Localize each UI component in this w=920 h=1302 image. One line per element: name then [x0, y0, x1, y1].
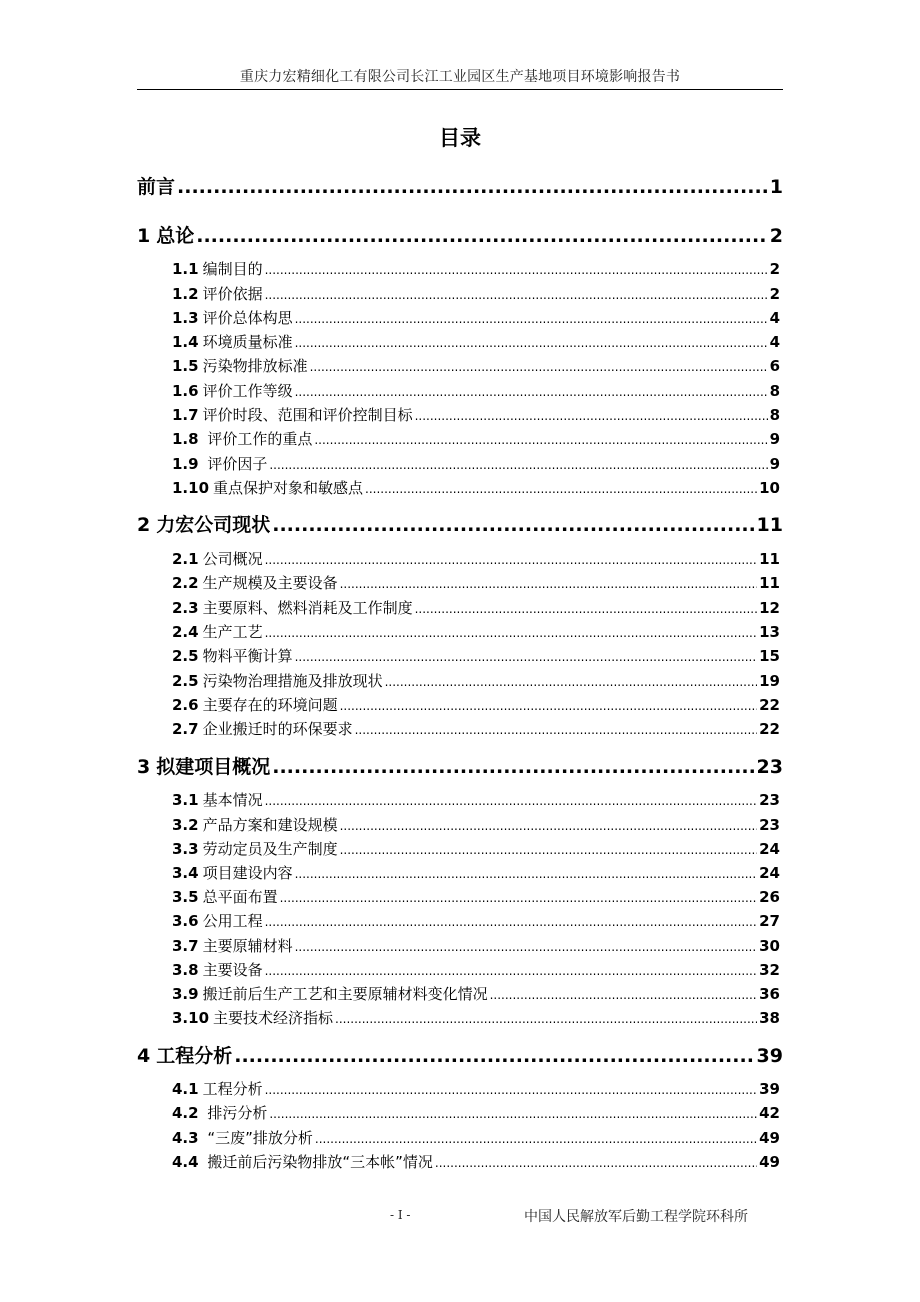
- toc-entry-label: 排污分析: [202, 1104, 268, 1122]
- header-rule: [137, 89, 783, 90]
- toc-entry-page: 42: [759, 1104, 780, 1122]
- toc-entry-page: 11: [759, 574, 780, 592]
- toc-entry-page: 24: [759, 840, 780, 858]
- toc-leader-dots: [269, 458, 767, 472]
- toc-entry-number: 1.2: [172, 285, 199, 303]
- toc-entry-label: 评价总体构思: [202, 309, 293, 327]
- toc-entry-number: 3.3: [172, 840, 199, 858]
- toc-leader-dots: [490, 988, 758, 1002]
- toc-entry-page: 39: [759, 1080, 780, 1098]
- toc-entry-page: 11: [756, 514, 783, 536]
- toc-entry-number: 3: [137, 756, 151, 778]
- toc-entry-label: 物料平衡计算: [202, 647, 293, 665]
- toc-entry-page: 32: [759, 961, 780, 979]
- toc-leader-dots: [435, 1156, 757, 1170]
- toc-section-entry[interactable]: [172, 307, 780, 327]
- toc-entry-page: 49: [759, 1153, 780, 1171]
- toc-chapter-entry[interactable]: [137, 221, 783, 247]
- footer-page-number: - I -: [390, 1208, 411, 1222]
- toc-leader-dots: [340, 819, 758, 833]
- toc-entry-label: 污染物排放标准: [202, 357, 308, 375]
- toc-entry-number: 3.1: [172, 791, 199, 809]
- toc-entry-number: 3.8: [172, 961, 199, 979]
- toc-leader-dots: [265, 626, 758, 640]
- toc-entry-page: 8: [769, 406, 780, 424]
- toc-entry-page: 11: [759, 550, 780, 568]
- toc-leader-dots: [295, 940, 758, 954]
- toc-chapter-entry[interactable]: [137, 510, 783, 536]
- toc-entry-number: 4.1: [172, 1080, 199, 1098]
- toc-entry-label: 公用工程: [202, 912, 263, 930]
- toc-leader-dots: [340, 699, 758, 713]
- toc-entry-page: 27: [759, 912, 780, 930]
- toc-entry-label: 主要原辅材料: [202, 937, 293, 955]
- toc-leader-dots: [365, 482, 757, 496]
- toc-entry-label: 评价工作的重点: [202, 430, 313, 448]
- toc-entry-page: 24: [759, 864, 780, 882]
- toc-leader-dots: [269, 1107, 757, 1121]
- toc-entry-label: 力宏公司现状: [156, 514, 271, 536]
- toc-entry-label: 评价依据: [202, 285, 263, 303]
- toc-entry-number: 2.2: [172, 574, 199, 592]
- toc-entry-number: 3.5: [172, 888, 199, 906]
- toc-section-entry[interactable]: [172, 959, 780, 979]
- toc-section-entry[interactable]: [172, 694, 780, 714]
- toc-entry-number: 3.4: [172, 864, 199, 882]
- toc-leader-dots: [234, 1045, 754, 1067]
- toc-leader-dots: [177, 176, 768, 198]
- toc-leader-dots: [415, 409, 768, 423]
- toc-entry-page: 23: [756, 756, 783, 778]
- toc-entry-page: 22: [759, 720, 780, 738]
- toc-entry-number: 1.4: [172, 333, 199, 351]
- toc-section-entry[interactable]: [172, 355, 780, 375]
- toc-section-entry[interactable]: [172, 1007, 780, 1027]
- toc-entry-label: 评价因子: [202, 455, 268, 473]
- toc-leader-dots: [196, 225, 768, 247]
- toc-section-entry[interactable]: [172, 1127, 780, 1147]
- toc-section-entry[interactable]: [172, 380, 780, 400]
- toc-entry-number: 3.10: [172, 1009, 210, 1027]
- toc-section-entry[interactable]: [172, 428, 780, 448]
- toc-entry-page: 9: [769, 455, 780, 473]
- toc-section-entry[interactable]: [172, 621, 780, 641]
- toc-section-entry[interactable]: [172, 258, 780, 278]
- toc-leader-dots: [314, 433, 767, 447]
- toc-section-entry[interactable]: [172, 1102, 780, 1122]
- toc-section-entry[interactable]: [172, 670, 780, 690]
- toc-entry-page: 12: [759, 599, 780, 617]
- toc-section-entry[interactable]: [172, 814, 780, 834]
- toc-section-entry[interactable]: [172, 404, 780, 424]
- toc-section-entry[interactable]: [172, 718, 780, 738]
- toc-section-entry[interactable]: [172, 838, 780, 858]
- toc-entry-number: 1.5: [172, 357, 199, 375]
- toc-entry-label: 工程分析: [202, 1080, 263, 1098]
- toc-section-entry[interactable]: [172, 283, 780, 303]
- toc-entry-page: 4: [769, 309, 780, 327]
- toc-entry-number: 1.9: [172, 455, 199, 473]
- toc-entry-page: 2: [769, 260, 780, 278]
- toc-leader-dots: [295, 312, 768, 326]
- toc-entry-label: 生产工艺: [202, 623, 263, 641]
- toc-entry-page: 36: [759, 985, 780, 1003]
- toc-leader-dots: [295, 650, 758, 664]
- toc-entry-page: 13: [759, 623, 780, 641]
- toc-leader-dots: [265, 964, 758, 978]
- toc-entry-page: 30: [759, 937, 780, 955]
- toc-entry-page: 15: [759, 647, 780, 665]
- toc-leader-dots: [265, 288, 768, 302]
- toc-entry-label: 基本情况: [202, 791, 263, 809]
- toc-section-entry[interactable]: [172, 910, 780, 930]
- toc-leader-dots: [295, 385, 768, 399]
- toc-leader-dots: [385, 675, 758, 689]
- toc-entry-page: 26: [759, 888, 780, 906]
- toc-leader-dots: [280, 891, 758, 905]
- toc-leader-dots: [272, 514, 754, 536]
- toc-entry-number: 2.5: [172, 672, 199, 690]
- toc-entry-page: 23: [759, 816, 780, 834]
- toc-entry-number: 4.4: [172, 1153, 199, 1171]
- toc-entry-label: 主要存在的环境问题: [202, 696, 338, 714]
- toc-section-entry[interactable]: [172, 1078, 780, 1098]
- toc-entry-label: 生产规模及主要设备: [202, 574, 338, 592]
- toc-entry-page: 38: [759, 1009, 780, 1027]
- toc-section-entry[interactable]: [172, 983, 780, 1003]
- toc-entry-number: 1.3: [172, 309, 199, 327]
- toc-leader-dots: [355, 723, 758, 737]
- toc-section-entry[interactable]: [172, 1151, 780, 1171]
- toc-leader-dots: [272, 756, 754, 778]
- toc-entry-page: 2: [769, 285, 780, 303]
- toc-entry-label: 前言: [137, 176, 176, 198]
- toc-entry-number: 3.7: [172, 937, 199, 955]
- toc-entry-page: 1: [769, 176, 783, 198]
- page-header: 重庆力宏精细化工有限公司长江工业园区生产基地项目环境影响报告书: [239, 69, 681, 85]
- toc-entry-label: 劳动定员及生产制度: [202, 840, 338, 858]
- toc-section-entry[interactable]: [172, 645, 780, 665]
- toc-entry-label: 工程分析: [156, 1045, 233, 1067]
- toc-entry-label: 评价时段、范围和评价控制目标: [202, 406, 413, 424]
- toc-entry-number: 3.2: [172, 816, 199, 834]
- toc-entry-label: 企业搬迁时的环保要求: [202, 720, 353, 738]
- toc-entry-page: 49: [759, 1129, 780, 1147]
- toc-entry-label: 主要技术经济指标: [213, 1009, 334, 1027]
- toc-chapter-entry[interactable]: [137, 1041, 783, 1067]
- toc-entry-number: 2.5: [172, 647, 199, 665]
- toc-entry-page: 9: [769, 430, 780, 448]
- toc-entry-page: 22: [759, 696, 780, 714]
- toc-leader-dots: [335, 1012, 757, 1026]
- toc-section-entry[interactable]: [172, 548, 780, 568]
- toc-section-entry[interactable]: [172, 862, 780, 882]
- toc-entry-number: 2: [137, 514, 151, 536]
- toc-leader-dots: [295, 336, 768, 350]
- toc-entry-number: 2.3: [172, 599, 199, 617]
- toc-entry-label: 总论: [156, 225, 195, 247]
- toc-entry-number: 2.1: [172, 550, 199, 568]
- toc-entry-label: 搬迁前后生产工艺和主要原辅材料变化情况: [202, 985, 488, 1003]
- toc-entry-number: 4.3: [172, 1129, 199, 1147]
- toc-entry-number: 2.7: [172, 720, 199, 738]
- toc-leader-dots: [265, 553, 758, 567]
- toc-entry-label: 拟建项目概况: [156, 756, 271, 778]
- toc-entry-label: 总平面布置: [202, 888, 278, 906]
- toc-entry-number: 1.6: [172, 382, 199, 400]
- toc-entry-page: 10: [759, 479, 780, 497]
- toc-leader-dots: [295, 867, 758, 881]
- toc-chapter-entry[interactable]: [137, 752, 783, 778]
- toc-entry-page: 23: [759, 791, 780, 809]
- toc-entry-page: 19: [759, 672, 780, 690]
- toc-leader-dots: [340, 577, 758, 591]
- toc-section-entry[interactable]: [172, 886, 780, 906]
- toc-entry-number: 3.6: [172, 912, 199, 930]
- toc-entry-page: 8: [769, 382, 780, 400]
- toc-entry-number: 1.7: [172, 406, 199, 424]
- toc-entry-label: 主要设备: [202, 961, 263, 979]
- footer-organization: 中国人民解放军后勤工程学院环科所: [524, 1209, 748, 1225]
- toc-section-entry[interactable]: [172, 597, 780, 617]
- toc-section-entry[interactable]: [172, 477, 780, 497]
- toc-leader-dots: [310, 360, 768, 374]
- toc-entry-label: 污染物治理措施及排放现状: [202, 672, 383, 690]
- toc-entry-label: 主要原料、燃料消耗及工作制度: [202, 599, 413, 617]
- toc-entry-number: 3.9: [172, 985, 199, 1003]
- toc-chapter-entry[interactable]: [137, 172, 783, 198]
- toc-section-entry[interactable]: [172, 789, 780, 809]
- toc-entry-label: 评价工作等级: [202, 382, 293, 400]
- toc-leader-dots: [265, 263, 768, 277]
- toc-entry-number: 1.10: [172, 479, 210, 497]
- toc-leader-dots: [265, 794, 758, 808]
- toc-entry-number: 2.6: [172, 696, 199, 714]
- toc-entry-label: 产品方案和建设规模: [202, 816, 338, 834]
- toc-section-entry[interactable]: [172, 572, 780, 592]
- toc-leader-dots: [265, 915, 758, 929]
- toc-leader-dots: [265, 1083, 758, 1097]
- toc-title: 目录: [439, 126, 481, 150]
- toc-entry-number: 4.2: [172, 1104, 199, 1122]
- toc-entry-page: 2: [769, 225, 783, 247]
- toc-entry-number: 4: [137, 1045, 151, 1067]
- toc-entry-number: 1.1: [172, 260, 199, 278]
- toc-section-entry[interactable]: [172, 453, 780, 473]
- toc-entry-page: 4: [769, 333, 780, 351]
- toc-entry-label: “三废”排放分析: [202, 1129, 313, 1147]
- toc-leader-dots: [315, 1132, 757, 1146]
- toc-entry-label: 重点保护对象和敏感点: [213, 479, 364, 497]
- toc-entry-page: 6: [769, 357, 780, 375]
- toc-entry-number: 1.8: [172, 430, 199, 448]
- toc-leader-dots: [340, 843, 758, 857]
- toc-entry-label: 环境质量标准: [202, 333, 293, 351]
- toc-leader-dots: [415, 602, 758, 616]
- toc-entry-number: 2.4: [172, 623, 199, 641]
- toc-section-entry[interactable]: [172, 331, 780, 351]
- toc-section-entry[interactable]: [172, 935, 780, 955]
- toc-entry-label: 搬迁前后污染物排放“三本帐”情况: [202, 1153, 433, 1171]
- toc-entry-label: 项目建设内容: [202, 864, 293, 882]
- toc-entry-label: 编制目的: [202, 260, 263, 278]
- toc-entry-number: 1: [137, 225, 151, 247]
- toc-entry-page: 39: [756, 1045, 783, 1067]
- toc-entry-label: 公司概况: [202, 550, 263, 568]
